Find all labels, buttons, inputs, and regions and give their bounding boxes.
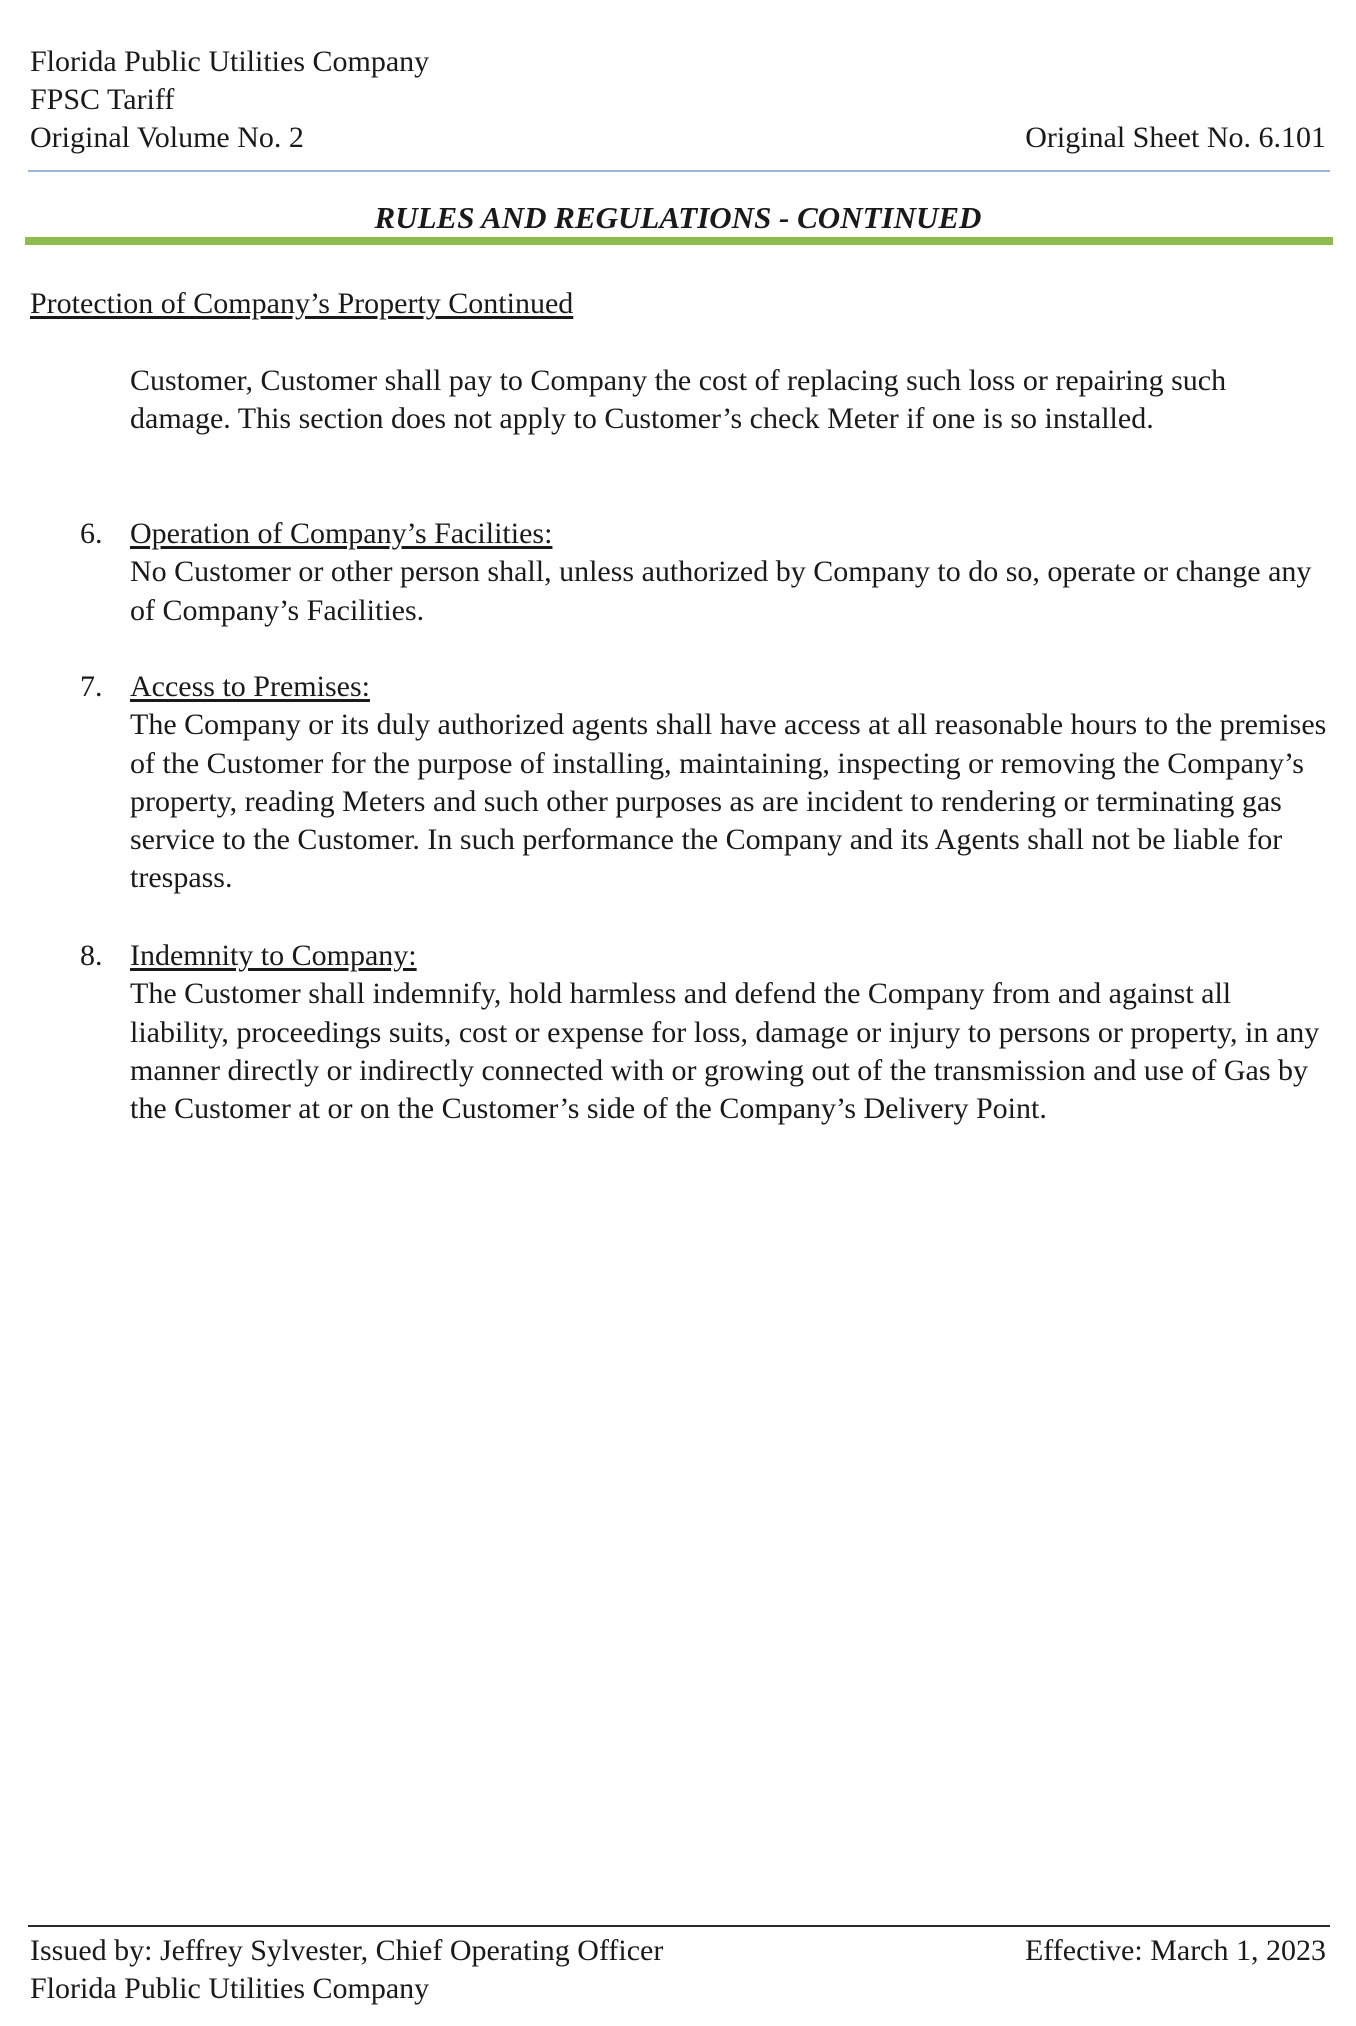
section-heading: Protection of Company’s Property Continued <box>30 287 574 320</box>
item-8-heading: Indemnity to Company: <box>130 939 417 972</box>
header-volume: Original Volume No. 2 <box>30 121 304 154</box>
intro-paragraph: Customer, Customer shall pay to Company the cost of replacing such loss or repairing such damage. This section does not apply to Customer’s check Meter if one is so installed. <box>130 364 1227 436</box>
item-6 <box>130 515 1330 630</box>
item-6-heading: Operation of Company’s Facilities: <box>130 517 553 550</box>
item-8-number: 8. <box>80 939 103 972</box>
item-7-number: 7. <box>80 670 103 703</box>
header-divider <box>28 170 1330 172</box>
header-tariff: FPSC Tariff <box>30 83 175 116</box>
footer-effective-date: Effective: March 1, 2023 <box>1024 1934 1326 1967</box>
item-8 <box>130 937 1330 1128</box>
item-7 <box>130 668 1330 898</box>
item-7-text: The Company or its duly authorized agents shall have access at all reasonable hours to the premises of the Customer for the purpose of installing, maintaining, inspecting or removing the Company’s property, reading Meters and such other purposes as are incident to rendering or terminating gas service to the Customer. In such performance the Company and its Agents shall not be liable for trespass. <box>130 708 1327 895</box>
footer-divider <box>28 1925 1330 1927</box>
footer-issued-by: Issued by: Jeffrey Sylvester, Chief Operating Officer <box>30 1934 664 1967</box>
title-divider <box>25 237 1333 245</box>
footer-company: Florida Public Utilities Company <box>30 1972 430 2005</box>
header-sheet-number: Original Sheet No. 6.101 <box>1025 121 1326 154</box>
header-company: Florida Public Utilities Company <box>30 45 430 78</box>
item-6-text: No Customer or other person shall, unless authorized by Company to do so, operate or change any of Company’s Facilities. <box>130 555 1312 627</box>
item-7-heading: Access to Premises: <box>130 670 370 703</box>
item-6-number: 6. <box>80 517 103 550</box>
item-8-text: The Customer shall indemnify, hold harmless and defend the Company from and against all liability, proceedings suits, cost or expense for loss, damage or injury to persons or property, in any manner directly or indirectly connected with or growing out of the transmission and use of Gas by the Customer at or on the Customer’s side of the Company’s Delivery Point. <box>130 977 1320 1126</box>
page-title: RULES AND REGULATIONS - CONTINUED <box>374 200 982 235</box>
